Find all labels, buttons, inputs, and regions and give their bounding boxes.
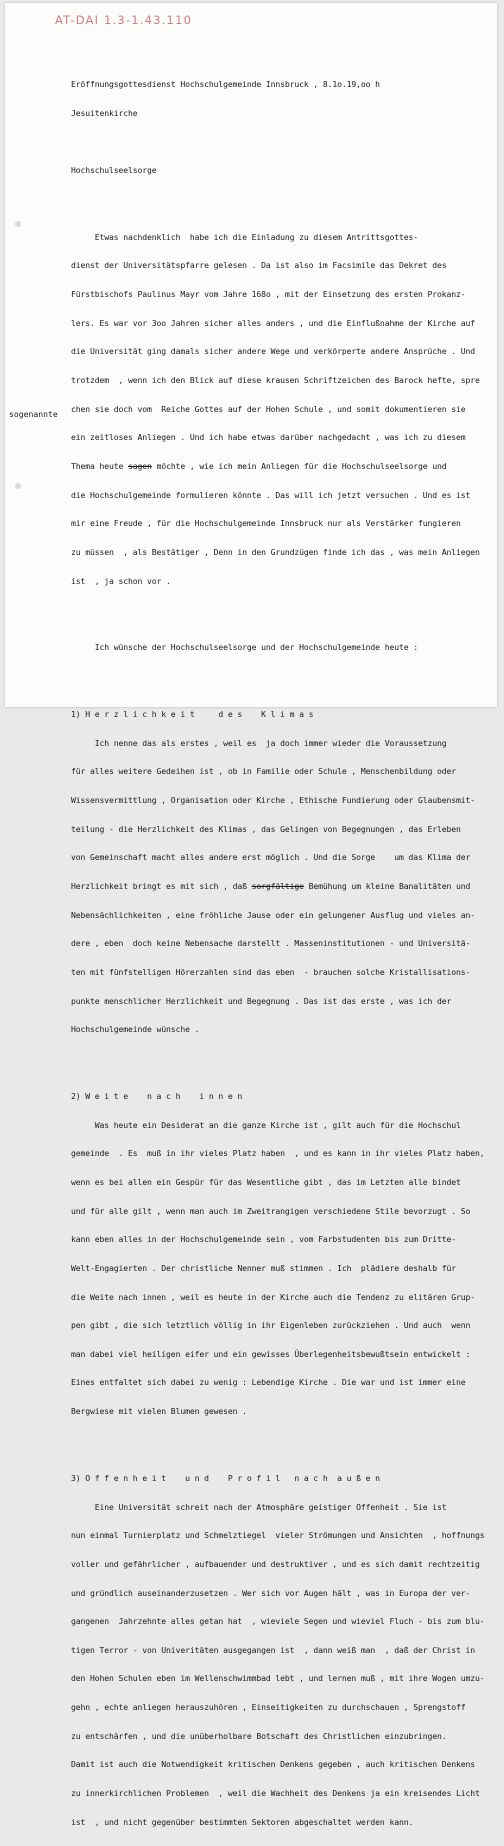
header-line: Jesuitenkirche [71, 107, 138, 118]
paragraph-line: und gründlich auseinanderzusetzen . Wer sich vor Augen hält , was in Europa der ver- [71, 1587, 471, 1598]
paragraph-line: von Gemeinschaft macht alles andere erst möglich . Und die Sorge um das Klima der [71, 852, 471, 863]
paragraph-line: Fürstbischofs Paulinus Mayr vom Jahre 168o , mit der Einsetzung des ersten Prokanz- [71, 289, 466, 300]
transition-line: Ich wünsche der Hochschulseelsorge und der Hochschulgemeinde heute : [71, 642, 418, 653]
line-text: Bemühung um kleine Banalitäten und [303, 881, 471, 892]
paragraph-line: Welt-Engagierten . Der christliche Nenner muß stimmen . Ich plädiere deshalb für [71, 1262, 456, 1273]
paragraph-line: man dabei viel heiligen eifer und ein gewisses Überlegenheitsbewußtsein entwickelt : [71, 1348, 471, 1359]
paragraph-line: gangenen Jahrzehnte alles getan hat , wieviele Segen und wieviel Fluch - bis zum blu- [71, 1616, 485, 1627]
paragraph-line: chen sie doch vom Reiche Gottes auf der Hohen Schule , und somit dokumentieren sie [71, 403, 466, 414]
paragraph-line: die Weite nach innen , weil es heute in der Kirche auch die Tendenz zu elitären Grup- [71, 1291, 475, 1302]
section-heading: 1) H e r z l i c h k e i t d e s K l i m a s [71, 709, 314, 720]
paragraph-line: teilung - die Herzlichkeit des Klimas , das Gelingen von Begegnungen , das Erleben [71, 823, 461, 834]
paragraph-line: pen gibt , die sich letztlich völlig in ihr Eigenleben zurückziehen . Und auch wenn [71, 1320, 471, 1331]
paragraph-line: zu entschärfen , und die unüberholbare Botschaft des Christlichen einzubringen. [71, 1730, 447, 1741]
subtitle: Hochschulseelsorge [71, 165, 157, 176]
paragraph-line: ist , ja schon vor . [71, 575, 171, 586]
punch-hole [15, 221, 21, 227]
paragraph-line [71, 462, 495, 472]
paragraph-line: dienst der Universitätspfarre gelesen . Da ist also im Facsimile das Dekret des [71, 260, 447, 271]
paragraph-line: die Universität ging damals sicher andere Wege und verkörperte andere Ansprüche . Und [71, 346, 475, 357]
paragraph-line: Wissensvermittlung , Organisation oder Kirche , Ethische Fundierung oder Glaubensmit- [71, 795, 475, 806]
paragraph-line: den Hohen Schulen eben im Wellenschwimmbad lebt , und lernen muß , mit ihre Wogen umzu- [71, 1673, 485, 1684]
paragraph-line: nun einmal Turnierplatz und Schmelztiegel vieler Strömungen und Ansichten , hoffnungs [71, 1530, 485, 1541]
paragraph-line: die Hochschulgemeinde formulieren könnte . Das will ich jetzt versuchen . Und es ist [71, 489, 471, 500]
paragraph-line: lers. Es war vor 3oo Jahren sicher alles anders , und die Einflußnahme der Kirche auf [71, 317, 475, 328]
paragraph-line: dere , eben doch keine Nebensache darstellt . Masseninstitutionen - und Universitä- [71, 938, 471, 949]
paragraph-line: ist , und nicht gegenüber bestimmten Sektoren abgeschaltet werden kann. [71, 1816, 414, 1827]
paragraph-line [71, 882, 495, 892]
paragraph-line: Eines entfaltet sich dabei zu wenig : Lebendige Kirche . Die war und ist immer eine [71, 1377, 466, 1388]
paragraph-line: voller und gefährlicher , aufbauender und destruktiver , und es sich damit rechtzeitig [71, 1558, 480, 1569]
document-page [5, 3, 497, 1827]
paragraph-line: Etwas nachdenklich habe ich die Einladung zu diesem Antrittsgottes- [71, 231, 418, 242]
paragraph-line: gehn , echte anliegen herauszuhören , Einseitigkeiten zu durchschauen , Sprengstoff [71, 1702, 466, 1713]
paragraph-line: Ich nenne das als erstes , weil es ja doch immer wieder die Voraussetzung [71, 737, 447, 748]
paragraph-line: zu müssen , als Bestätiger , Denn in den Grundzügen finde ich das , was mein Anliegen [71, 546, 480, 557]
paragraph-line: für alles weitere Gedeihen ist , ob in Familie oder Schule , Menschenbildung oder [71, 766, 456, 777]
paragraph-line: Was heute ein Desiderat an die ganze Kirche ist , gilt auch für die Hochschul [71, 1119, 461, 1130]
archive-stamp: AT-DAI 1.3-1.43.110 [55, 13, 193, 27]
paragraph-line: wenn es bei allen ein Gespür für das Wesentliche gibt , das im Letzten alle bindet [71, 1176, 461, 1187]
section-heading: 2) W e i t e n a c h i n n e n [71, 1091, 243, 1102]
paragraph-line: und für alle gilt , wenn man auch im Zweitrangigen verschiedene Stile bevorzugt . So [71, 1205, 471, 1216]
paragraph-line: Hochschulgemeinde wünsche . [71, 1024, 200, 1035]
paragraph-line: zu innerkirchlichen Problemen , weil die Wachheit des Denkens ja ein kreisendes Licht [71, 1787, 480, 1798]
paragraph-line: punkte menschlicher Herzlichkeit und Begegnung . Das ist das erste , was ich der [71, 995, 452, 1006]
paragraph-line: ein zeitloses Anliegen . Und ich habe etwas darüber nachgedacht , was ich zu diesem [71, 432, 466, 443]
letter-body [71, 61, 495, 1846]
punch-hole [15, 483, 21, 489]
paragraph-line: mir eine Freude , für die Hochschulgemeinde Innsbruck nur als Verstärker fungieren [71, 518, 461, 529]
paragraph-line: kann eben alles in der Hochschulgemeinde sein , vom Farbstudenten bis zum Dritte- [71, 1234, 456, 1245]
section-heading: 3) O f f e n h e i t u n d P r o f i l n a c h a u ß e n [71, 1472, 380, 1483]
paragraph-line: ten mit fünfstelligen Hörerzahlen sind das eben - brauchen solche Kristallisations- [71, 966, 471, 977]
paragraph-line: tigen Terror - von Univeritäten ausgegangen ist , dann weiß man , daß der Christ in [71, 1644, 475, 1655]
paragraph-line: Eine Universität schreit nach der Atmosphäre geistiger Offenheit . Sie ist [71, 1501, 447, 1512]
struck-word: sagen [128, 460, 152, 471]
margin-note: sogenannte [9, 409, 58, 419]
line-text: möchte , wie ich mein Anliegen für die Hochschulseelsorge und [151, 460, 447, 471]
paragraph-line: Damit ist auch die Notwendigkeit kritischen Denkens gegeben , auch kritischen Denkens [71, 1759, 475, 1770]
header-line: Eröffnungsgottesdienst Hochschulgemeinde Innsbruck , 8.1o.19,oo h [71, 79, 380, 90]
line-text: Thema heute [71, 460, 129, 471]
paragraph-line: trotzdem , wenn ich den Blick auf diese krausen Schriftzeichen des Barock hefte, spre [71, 375, 480, 386]
paragraph-line: gemeinde . Es muß in ihr vieles Platz haben , und es kann in ihr vieles Platz haben, [71, 1148, 485, 1159]
paragraph-line: Bergwiese mit vielen Blumen gewesen . [71, 1406, 247, 1417]
line-text: Herzlichkeit bringt es mit sich , daß [71, 881, 252, 892]
struck-word: sorgfältige [251, 881, 304, 892]
paragraph-line: Nebensächlichkeiten , eine fröhliche Jause oder ein gelungener Ausflug und vieles an- [71, 909, 475, 920]
